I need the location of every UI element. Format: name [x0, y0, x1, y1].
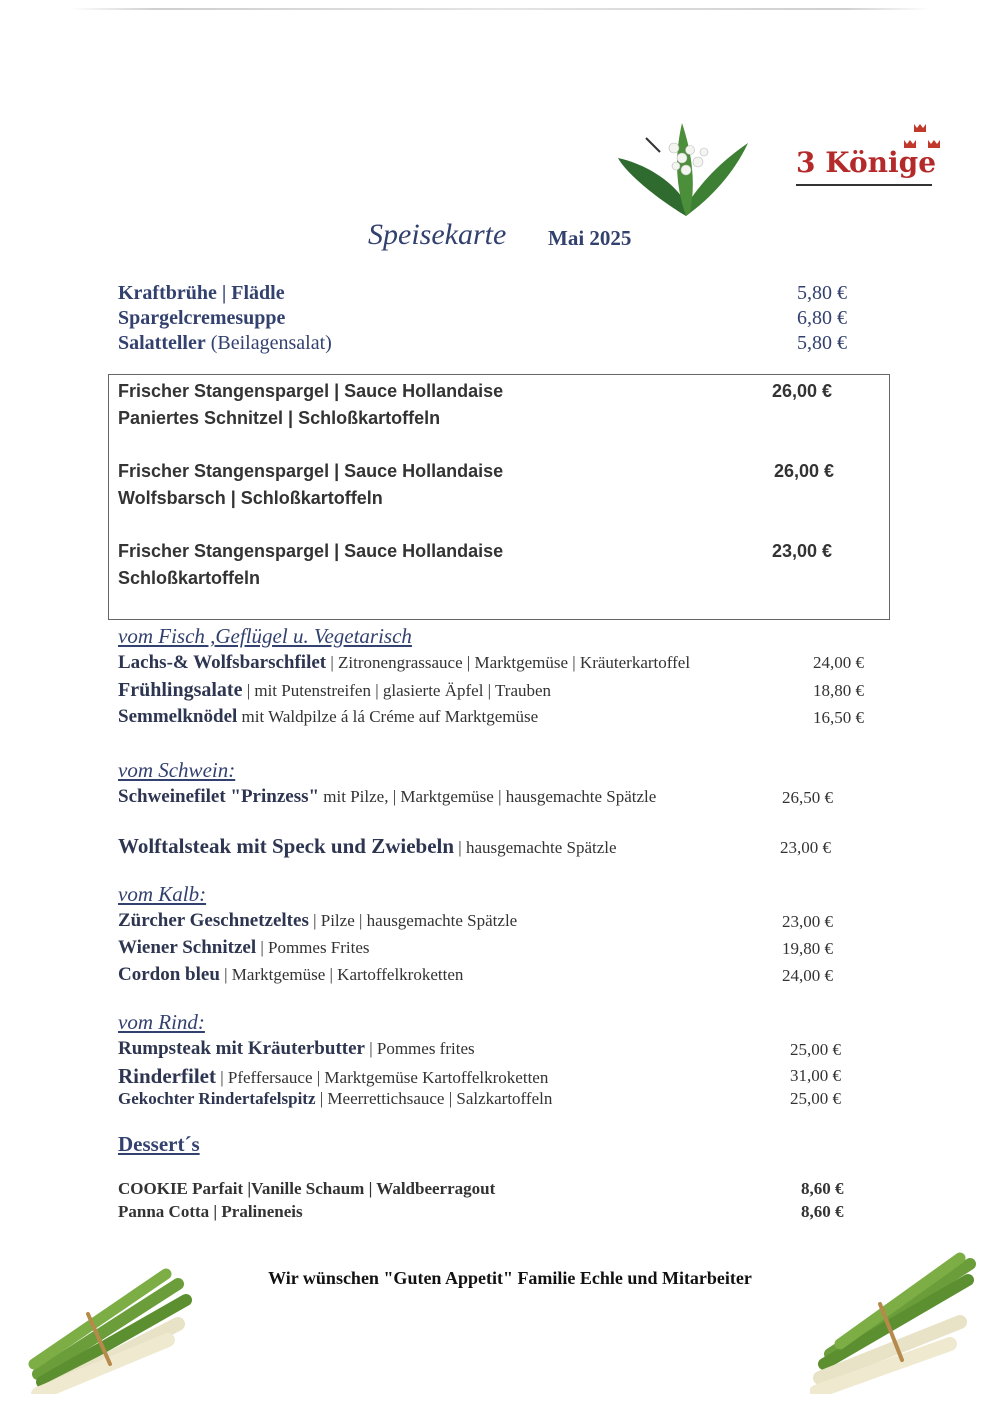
special-line1: Frischer Stangenspargel | Sauce Hollandaise: [118, 381, 504, 401]
menu-item: [118, 964, 463, 986]
menu-item: [118, 1064, 548, 1089]
dessert-item: COOKIE Parfait |Vanille Schaum | Waldbeerragout: [118, 1179, 496, 1198]
item-desc: | Pfeffersauce | Marktgemüse Kartoffelkroketten: [215, 1068, 549, 1087]
soup-price: 6,80 €: [797, 307, 847, 329]
item-desc: | Pommes Frites: [256, 938, 370, 957]
item-name: Wolftalsteak mit Speck und Zwiebeln: [118, 834, 455, 858]
section-title-fisch: vom Fisch ,Geflügel u. Vegetarisch: [118, 624, 412, 648]
menu-item: [118, 652, 690, 674]
item-desc: | Marktgemüse | Kartoffelkroketten: [219, 965, 464, 984]
footer-message: Wir wünschen "Guten Appetit" Familie Echle und Mitarbeiter: [268, 1268, 752, 1288]
special-line2: Wolfsbarsch | Schloßkartoffeln: [118, 488, 383, 508]
dessert-item: Panna Cotta | Pralineneis: [118, 1202, 303, 1221]
special-line1: Frischer Stangenspargel | Sauce Hollandaise: [118, 461, 504, 481]
item-desc: mit Pilze, | Marktgemüse | hausgemachte Spätzle: [319, 787, 657, 806]
soup-item: [118, 307, 285, 330]
item-name: Frühlingsalate: [118, 679, 243, 701]
item-price: 16,50 €: [813, 708, 864, 727]
menu-item: [118, 910, 517, 932]
item-price: 25,00 €: [790, 1089, 841, 1108]
item-name: Gekochter Rindertafelspitz: [118, 1089, 316, 1108]
item-price: 31,00 €: [790, 1066, 841, 1085]
menu-item: [118, 1038, 475, 1060]
item-desc: | Pilze | hausgemachte Spätzle: [308, 911, 518, 930]
item-price: 24,00 €: [813, 653, 864, 672]
soup-name: Spargelcremesuppe: [118, 307, 286, 329]
lily-of-the-valley-icon: [616, 118, 756, 218]
item-desc: | Pommes frites: [364, 1039, 475, 1058]
menu-item: [118, 786, 656, 808]
dessert-price: 8,60 €: [801, 1202, 844, 1221]
item-price: 19,80 €: [782, 939, 833, 958]
special-price: 26,00 €: [774, 461, 835, 481]
soup-name: Kraftbrühe | Flädle: [118, 282, 285, 304]
special-price: 26,00 €: [772, 381, 833, 401]
asparagus-bundle-icon: [28, 1244, 198, 1394]
special-line2: Paniertes Schnitzel | Schloßkartoffeln: [118, 408, 441, 428]
section-title-desserts: Dessert´s: [118, 1132, 200, 1156]
menu-item: [118, 706, 538, 728]
special-line1: Frischer Stangenspargel | Sauce Hollandaise: [118, 541, 504, 561]
scan-edge-line: [70, 8, 930, 10]
item-desc: | hausgemachte Spätzle: [454, 838, 617, 857]
special-price: 23,00 €: [772, 541, 833, 561]
soup-item: [118, 282, 285, 305]
soup-item: [118, 332, 332, 355]
item-desc: | Meerrettichsauce | Salzkartoffeln: [315, 1089, 553, 1108]
item-name: Lachs-& Wolfsbarschfilet: [118, 652, 327, 673]
item-price: 18,80 €: [813, 681, 864, 700]
soup-name: Salatteller: [118, 332, 206, 354]
item-desc: mit Waldpilze á lá Créme auf Marktgemüse: [237, 707, 539, 726]
dessert-price: 8,60 €: [801, 1179, 844, 1198]
menu-item: [118, 937, 370, 959]
section-title-rind: vom Rind:: [118, 1010, 205, 1034]
section-title-kalb: vom Kalb:: [118, 882, 207, 906]
asparagus-bundle-icon: [810, 1244, 980, 1394]
item-price: 26,50 €: [782, 788, 833, 807]
item-price: 23,00 €: [782, 912, 833, 931]
soup-extra: (Beilagensalat): [205, 332, 332, 354]
soup-price: 5,80 €: [797, 332, 847, 354]
menu-item: [118, 834, 617, 859]
soup-price: 5,80 €: [797, 282, 847, 304]
menu-item: [118, 679, 551, 702]
item-name: Wiener Schnitzel: [118, 937, 257, 958]
item-desc: | mit Putenstreifen | glasierte Äpfel | Trauben: [242, 681, 552, 700]
item-price: 23,00 €: [780, 838, 831, 857]
restaurant-logo: 3 Könige: [796, 146, 937, 179]
item-name: Rinderfilet: [118, 1064, 216, 1088]
item-name: Rumpsteak mit Kräuterbutter: [118, 1038, 365, 1059]
section-title-schwein: vom Schwein:: [118, 758, 236, 782]
menu-item: [118, 1089, 552, 1109]
item-name: Schweinefilet "Prinzess": [118, 786, 320, 807]
item-desc: | Zitronengrassauce | Marktgemüse | Kräuterkartoffel: [326, 653, 691, 672]
special-line2: Schloßkartoffeln: [118, 568, 261, 588]
logo-underline: [796, 184, 932, 186]
page-subtitle: Mai 2025: [548, 226, 632, 250]
item-price: 24,00 €: [782, 966, 833, 985]
item-name: Cordon bleu: [118, 964, 220, 985]
item-name: Semmelknödel: [118, 706, 238, 727]
item-price: 25,00 €: [790, 1040, 841, 1059]
item-name: Zürcher Geschnetzeltes: [118, 910, 309, 931]
page-title: Speisekarte: [368, 218, 507, 251]
